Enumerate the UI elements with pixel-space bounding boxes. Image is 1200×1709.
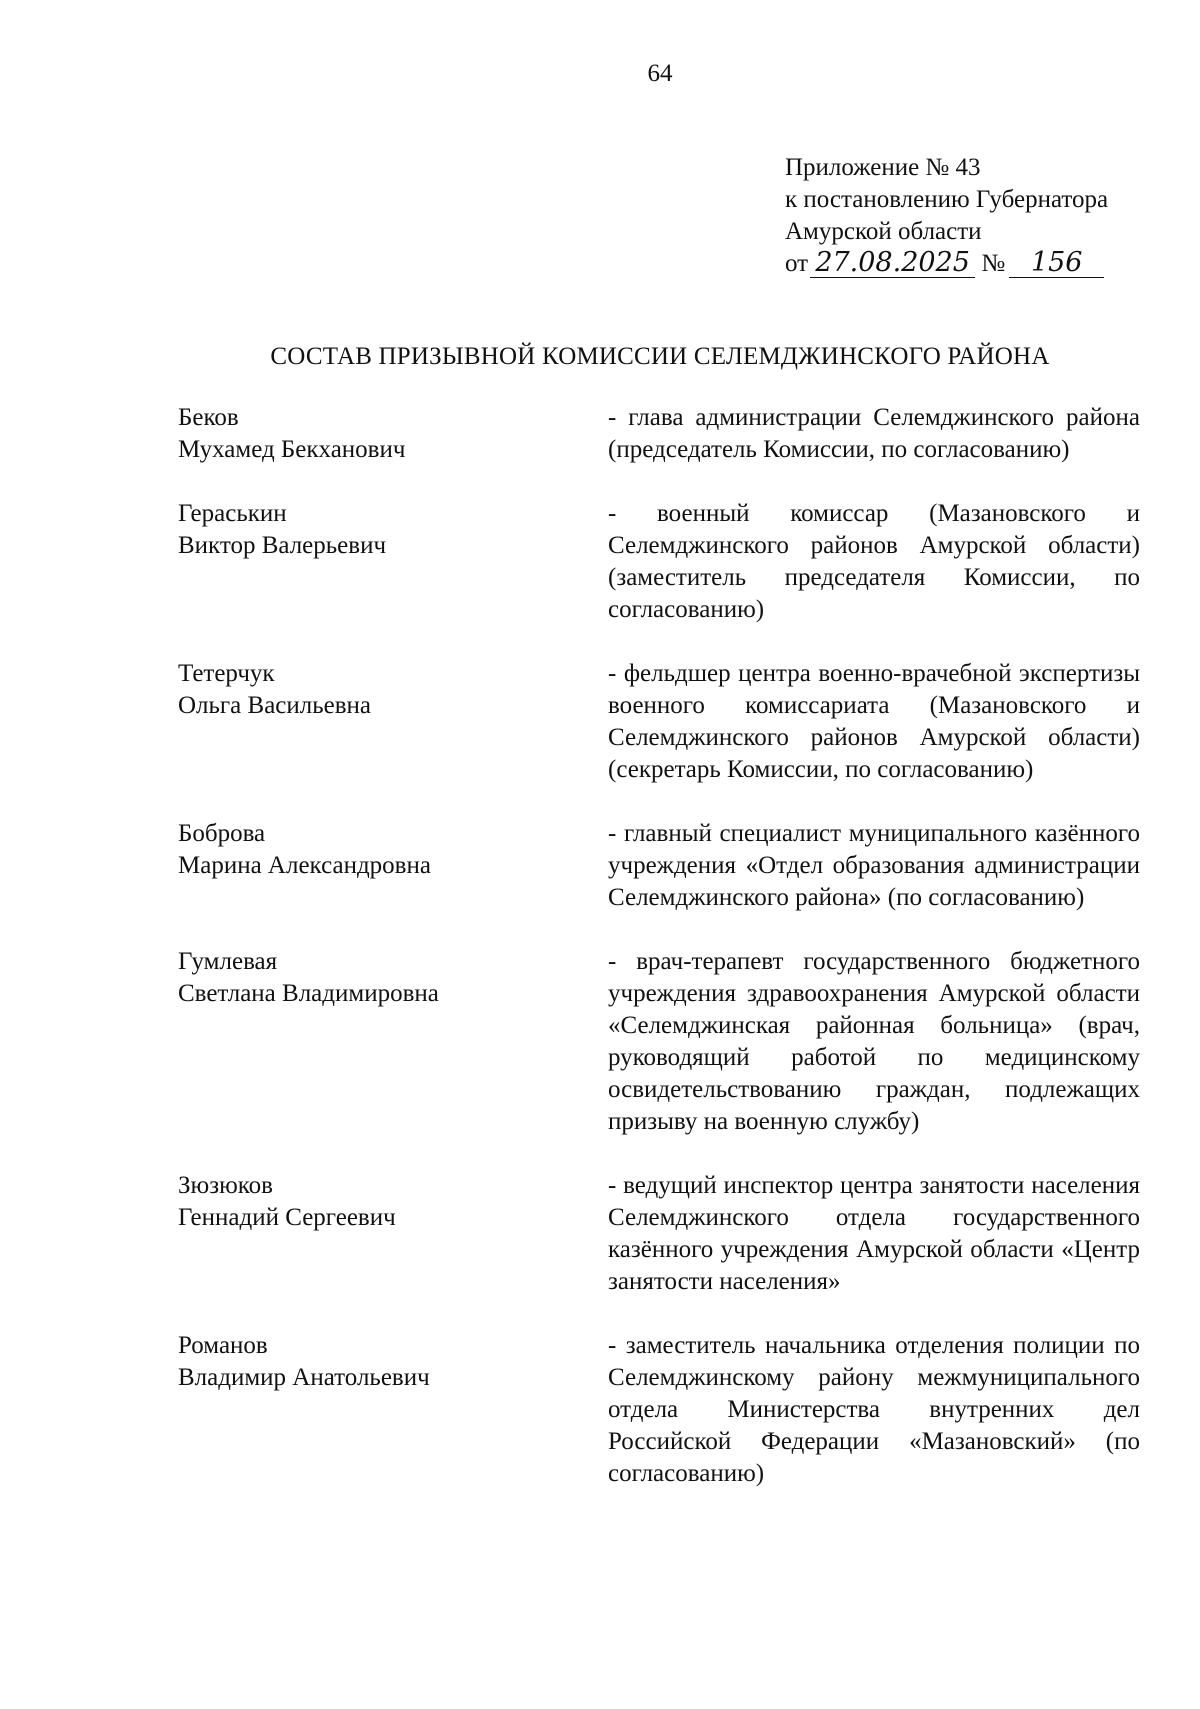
handwritten-date: 27.08.2025	[810, 249, 975, 278]
appendix-date-line	[785, 248, 1145, 280]
member-surname: Гераськин	[178, 500, 287, 527]
member-surname: Романов	[178, 1332, 268, 1359]
member-row	[178, 498, 1140, 626]
member-role: - глава администрации Селемджинского района (председатель Комиссии, по согласованию)	[608, 404, 1140, 463]
appendix-region: Амурской области	[785, 218, 982, 245]
member-row	[178, 658, 1140, 786]
member-given-names: Мухамед Бекханович	[178, 436, 406, 463]
member-surname: Зюзюков	[178, 1172, 273, 1199]
member-role: - ведущий инспектор центра занятости населения Селемджинского отдела государственного казённого учреждения Амурской области «Центр занятости населения»	[608, 1172, 1140, 1295]
number-prefix: №	[981, 250, 1006, 277]
member-name	[178, 1170, 598, 1298]
member-row	[178, 946, 1140, 1138]
member-surname: Тетерчук	[178, 660, 275, 687]
member-given-names: Владимир Анатольевич	[178, 1364, 430, 1391]
member-surname: Гумлевая	[178, 948, 278, 975]
member-given-names: Марина Александровна	[178, 852, 431, 879]
member-row	[178, 818, 1140, 914]
member-given-names: Светлана Владимировна	[178, 980, 439, 1007]
member-given-names: Ольга Васильевна	[178, 692, 372, 719]
member-name	[178, 946, 598, 1138]
member-name	[178, 498, 598, 626]
member-role: - фельдшер центра военно-врачебной экспертизы военного комиссариата (Мазановского и Селемджинского районов Амурской области) (секретарь Комиссии, по согласованию)	[608, 660, 1140, 783]
member-given-names: Виктор Валерьевич	[178, 532, 387, 559]
member-row	[178, 402, 1140, 466]
member-name	[178, 818, 598, 914]
member-surname: Боброва	[178, 820, 266, 847]
appendix-block	[785, 152, 1145, 280]
page-number: 64	[647, 60, 673, 87]
member-surname: Беков	[178, 404, 239, 431]
members-list	[178, 402, 1140, 1522]
member-role: - военный комиссар (Мазановского и Селемджинского районов Амурской области) (заместитель председателя Комиссии, по согласованию)	[608, 500, 1140, 623]
member-row	[178, 1170, 1140, 1298]
date-prefix: от	[785, 250, 809, 277]
member-role: - врач-терапевт государственного бюджетного учреждения здравоохранения Амурской области «Селемджинская районная больница» (врач, руководящий работой по медицинскому освидетельствованию граждан, подлежащих призыву на военную службу)	[608, 948, 1140, 1135]
member-name	[178, 658, 598, 786]
appendix-number: Приложение № 43	[785, 154, 981, 181]
member-row	[178, 1330, 1140, 1490]
document-title: СОСТАВ ПРИЗЫВНОЙ КОМИССИИ СЕЛЕМДЖИНСКОГО РАЙОНА	[270, 343, 1050, 370]
member-given-names: Геннадий Сергеевич	[178, 1204, 396, 1231]
appendix-reference: к постановлению Губернатора	[785, 186, 1109, 213]
member-role: - главный специалист муниципального казённого учреждения «Отдел образования администрации Селемджинского района» (по согласованию)	[608, 820, 1140, 911]
member-role: - заместитель начальника отделения полиции по Селемджинскому району межмуниципального отдела Министерства внутренних дел Российской Федерации «Мазановский» (по согласованию)	[608, 1332, 1140, 1487]
handwritten-number: 156	[1009, 249, 1104, 278]
member-name	[178, 402, 598, 466]
member-name	[178, 1330, 598, 1490]
